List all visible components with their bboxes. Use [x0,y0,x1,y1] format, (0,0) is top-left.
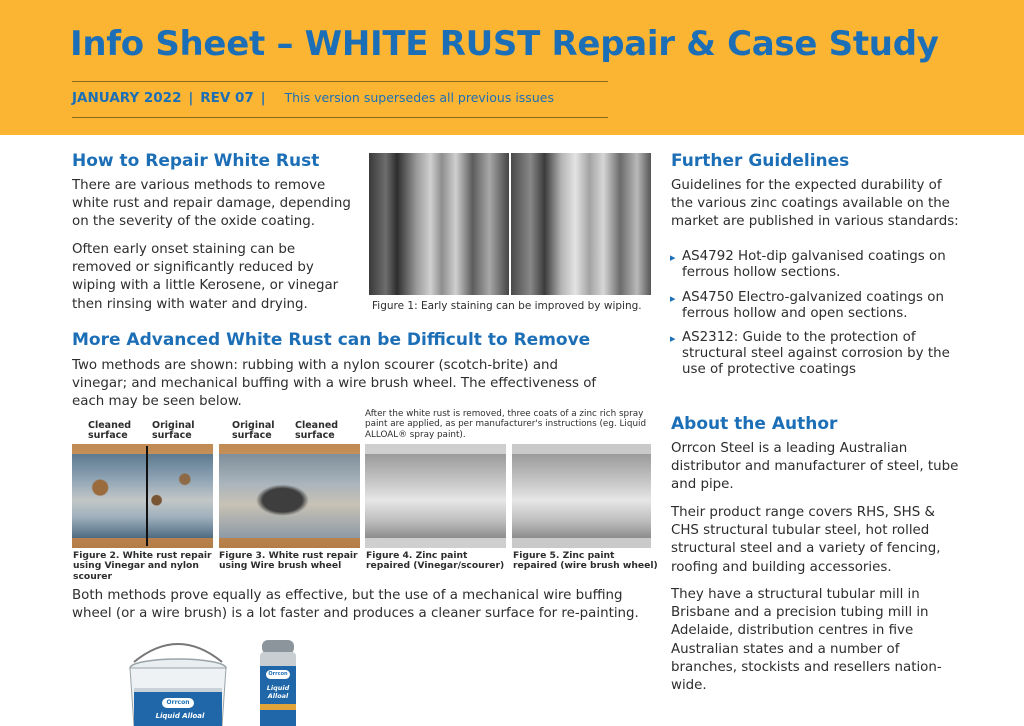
advanced-paragraph-2: Both methods prove equally as effective, but the use of a mechanical wire buffing wheel (or a wire brush) is a lot faster and produces a cleaner surface for re-painting. [72,588,639,622]
guidelines-intro: Guidelines for the expected durability of the various zinc coatings available on the market are published in various standards: [671,178,959,230]
header-band [0,0,1024,135]
guideline-item [670,249,960,281]
guideline-text: AS2312: Guide to the protection of structural steel against corrosion by the use of protective coatings [682,330,950,377]
issue-meta [72,90,554,106]
header-rule-top [72,81,608,82]
painted-steel-strip [512,454,651,538]
bullet-arrow-icon: ▸ [670,332,676,345]
issue-date: JANUARY 2022 [72,90,182,106]
fig2-cleaned-label: Cleaned surface [88,420,132,441]
spray-paint-note: After the white rust is removed, three coats of a zinc rich spray paint are applied, as per manufacturer's instructions (eg. Liquid ALLOAL® spray paint). [365,409,647,440]
figure-2-photo [72,444,213,548]
guidelines-heading: Further Guidelines [671,151,850,171]
fig2-original-label: Original surface [152,420,195,441]
author-paragraph-1: Orrcon Steel is a leading Australian distributor and manufacturer of steel, tube and pipe. [671,441,959,493]
repair-heading: How to Repair White Rust [72,151,320,171]
figure-5-caption: Figure 5. Zinc paint repaired (wire brush wheel) [513,550,658,572]
painted-steel-strip [365,454,506,538]
spray-can-graphic [256,640,300,726]
fig3-cleaned-label: Cleaned surface [295,420,339,441]
page-title: Info Sheet – WHITE RUST Repair & Case Study [70,24,939,64]
meta-separator: | [188,91,194,106]
can-label: Liquid Alloal [266,684,290,700]
header-rule-bottom [72,117,608,118]
revision: REV 07 [200,90,254,106]
figure-1-photo-after [511,153,651,295]
author-paragraph-3: They have a structural tubular mill in Brisbane and a precision tubing mill in Adelaide, distribution centres in five Australian states and a number of branches, stockists and resellers nation-wide. [671,587,942,694]
figure-2-caption: Figure 2. White rust repair using Vinegar and nylon scourer [73,550,212,582]
figure-4-photo [365,444,506,548]
divider-line [146,446,148,546]
bucket-brand: Orrcon [162,698,194,708]
bullet-arrow-icon: ▸ [670,292,676,305]
figure-4-caption: Figure 4. Zinc paint repaired (Vinegar/scourer) [366,550,505,572]
figure-1-photo-before [369,153,509,295]
rusted-steel-strip [219,454,360,538]
author-heading: About the Author [671,414,838,434]
figure-3-photo [219,444,360,548]
can-brand: Orrcon [266,670,290,679]
repair-paragraph-2: Often early onset staining can be removed or significantly reduced by wiping with a little Kerosene, or vinegar then rinsing with water and drying. [72,242,339,312]
figure-5-photo [512,444,651,548]
figure-1-caption: Figure 1: Early staining can be improved by wiping. [372,300,642,312]
author-paragraph-2: Their product range covers RHS, SHS & CHS structural tubular steel, hot rolled structural steel and a variety of fencing, roofing and building accessories. [671,505,941,575]
figure-3-caption: Figure 3. White rust repair using Wire brush wheel [219,550,358,572]
zinc-spray-can [256,640,300,726]
guideline-item [670,330,965,377]
advanced-paragraph-1: Two methods are shown: rubbing with a nylon scourer (scotch-brite) and vinegar; and mechanical buffing with a wire brush wheel. The effectiveness of each may be seen below. [72,358,597,410]
repair-paragraph-1: There are various methods to remove white rust and repair damage, depending on the severity of the oxide coating. [72,178,351,230]
guideline-text: AS4792 Hot-dip galvanised coatings on ferrous hollow sections. [682,249,946,280]
rusted-steel-strip [72,454,213,538]
guideline-text: AS4750 Electro-galvanized coatings on ferrous hollow and open sections. [682,290,944,321]
fig3-original-label: Original surface [232,420,275,441]
supersede-note: This version supersedes all previous issues [284,90,554,105]
meta-separator: | [260,91,266,106]
guideline-item [670,290,960,322]
zinc-paint-bucket [126,632,230,726]
bullet-arrow-icon: ▸ [670,251,676,264]
advanced-heading: More Advanced White Rust can be Difficult to Remove [72,330,591,350]
bucket-label: Liquid Alloal [155,712,205,720]
